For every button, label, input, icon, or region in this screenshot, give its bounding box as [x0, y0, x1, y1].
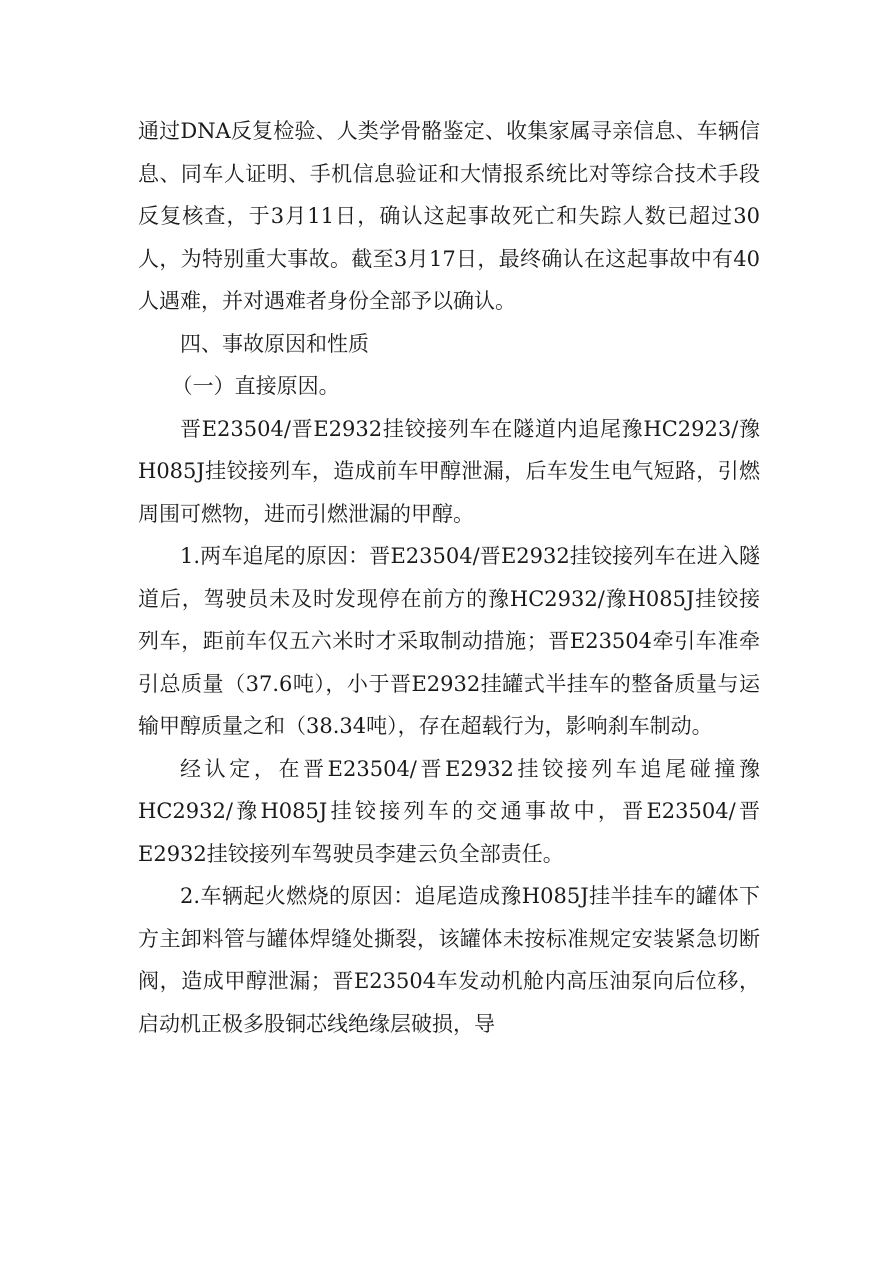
paragraph-fire-cause: 2.车辆起火燃烧的原因：追尾造成豫H085J挂半挂车的罐体下方主卸料管与罐体焊缝处撕裂，该罐体未按标准规定安装紧急切断阀，造成甲醇泄漏；晋E23504车发动机舱内高压油泵向后位移，启动机正极多股铜芯线绝缘层破损，导: [138, 884, 760, 1036]
section-heading-causes: 四、事故原因和性质: [180, 331, 369, 356]
paragraph-liability: 经认定，在晋E23504/晋E2932挂铰接列车追尾碰撞豫HC2932/豫H085J挂铰接列车的交通事故中，晋E23504/晋E2932挂铰接列车驾驶员李建云负全部责任。: [138, 756, 760, 866]
document-body: [138, 110, 760, 1045]
paragraph-rear-end-cause: 1.两车追尾的原因：晋E23504/晋E2932挂铰接列车在进入隧道后，驾驶员未及时发现停在前方的豫HC2932/豫H085J挂铰接列车，距前车仅五六米时才采取制动措施；晋E23504牵引车准牵引总质量（37.6吨），小于晋E2932挂罐式半挂车的整备质量与运输甲醇质量之和（38.34吨），存在超载行为，影响刹车制动。: [138, 544, 760, 738]
paragraph-direct-cause: 晋E23504/晋E2932挂铰接列车在隧道内追尾豫HC2923/豫H085J挂铰接列车，造成前车甲醇泄漏，后车发生电气短路，引燃周围可燃物，进而引燃泄漏的甲醇。: [138, 416, 760, 526]
paragraph-identification: 通过DNA反复检验、人类学骨骼鉴定、收集家属寻亲信息、车辆信息、同车人证明、手机信息验证和大情报系统比对等综合技术手段反复核查，于3月11日，确认这起事故死亡和失踪人数已超过30人，为特别重大事故。截至3月17日，最终确认在这起事故中有40人遇难，并对遇难者身份全部予以确认。: [138, 119, 760, 313]
subsection-heading-direct-cause: （一）直接原因。: [171, 374, 340, 398]
